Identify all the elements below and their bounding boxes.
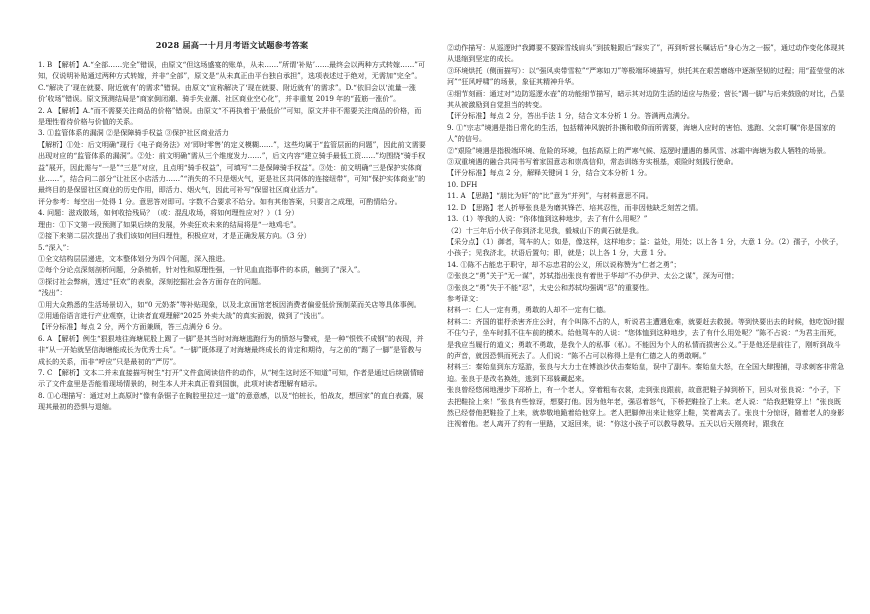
right-column-paragraph: 参考译文： (447, 293, 483, 303)
left-column-paragraph: 6. A 【解析】例生“狠狠地往海塘屁股上踢了一脚”是其当时对海塘逃跑行为的愤怒与警戒，是一种“恨铁不成钢”的表现，并非“从一开始就坚信海塘能成长为优秀士兵”。“一脚”既体现了对海塘最终成长的肯定和期待，与之前的“踢了一脚”是管教与成长的关系，而非“呼应”只是最初的“严厉”。 (38, 333, 424, 366)
left-column-paragraph: 7. C 【解析】文本二并未直接描写树生“打开”文件盒阅读信件的动作，从“树生这时还不知道”可知，作者是通过后续剧情暗示了文件盒里是否能看现场情景的，树生本人并未真正看到国旗，此项对读者理解有暗示。 (38, 367, 424, 389)
right-column-paragraph: 【评分标准】每点 2 分，答出手法 1 分，结合文本分析 1 分。答满两点满分。 (447, 111, 694, 121)
left-column-paragraph: 4. 问题：滋戏散场，如何收拾残局？（或：混乱收场，将如何理性应对？）（1 分） (38, 208, 299, 218)
left-column-paragraph: ①全文结构层层递进，文本整体划分为四个问题，深入推进。 (38, 253, 230, 263)
right-column-paragraph: ③双重境遇的融合共同书写着家国意志和崇高信仰，常态训练夯实根基，艰险时刻践行使命。 (447, 157, 738, 167)
left-column-paragraph: 3. ①监管体系的漏洞 ②是保障骑手权益 ③保护社区商业活力 (38, 128, 229, 138)
right-column-paragraph: 12. D 【思路】老人折辱张良是为磨其锋芒、培其忍性，而非因他缺乏刻苦之情。 (447, 202, 703, 212)
left-column-paragraph: 2. A 【解析】A.“而不需要关注商品的价格”错误。由原文“不再执着于‘最低价’”可知，原文并非不需要关注商品的价格，而是理性看待价格与价值的关系。 (38, 105, 422, 127)
left-column-paragraph: ②接下来第二层次提出了我们该如何回归理性，积极应对，才是正确发展方向。（3 分） (38, 231, 311, 241)
left-column-body (38, 59, 426, 413)
right-column-body (447, 42, 845, 430)
right-column-paragraph: ③张良之“勇”失于不能“忍”，太史公和苏轼均强调“忍”的重要性。 (447, 282, 654, 292)
left-column-paragraph: ③探讨社会弊病，透过“狂欢”的表象，深刻挖掘社会各方面存在的问题。 (38, 276, 266, 286)
page-title: 2028 届高一十月月考语文试题参考答案 (155, 40, 309, 50)
left-column-paragraph: 【评分标准】每点 2 分，两个方面兼顾，答三点满分 6 分。 (38, 322, 227, 332)
right-column-paragraph: 【评分标准】每点 2 分，解释关键词 1 分，结合文本分析 1 分。 (447, 168, 652, 178)
right-column-paragraph: 10. DFH (447, 179, 478, 189)
right-column-paragraph: ②张良之“勇”关于“无一谋”，苏轼指出张良有着世于华却“不办伊尹、太公之谋”，深为可惜； (447, 271, 739, 281)
right-column-paragraph: ②动作描写：从巡逻时“我蹲要不要踩雪线肩头”到拔鞋跟后“踩实了”，再到听营长嘱话后“身心为之一振”，通过动作变化体现其从退缩到坚定的成长。 (447, 43, 845, 64)
right-column-paragraph: 材料二：齐国的崔杼杀害齐庄公时，有个叫陈不占的人，听说君主遭遇危难，就要赶去救援。等到快要出去的时候，他吃饭时握不住勺子，坐车时抓不住车前的横木。给他驾车的人说：“您体恤到这种地步，去了有什么用处呢？”陈不占说：“为君主而死，是我应当履行的道义；勇敢不勇敢，是我个人的私事（私）。不能因为个人的私情而损害公义。”于是他还是前往了，刚听到战斗的声音，就因恐惧而死去了。人们说：“陈不占可以称得上是有仁德之人的勇敢啊。” (447, 316, 845, 360)
left-column-paragraph: ①用大众熟悉的生活场景切入，如“0 元奶茶”等补贴现象，以及北京面馆老板因消费者偏爱低价预制菜而关店等具体事例。 (38, 299, 421, 309)
right-column-paragraph: 【采分点】（1）御者，驾车的人；如是，像这样，这样地步；益：益处，用处；以上各 1 分，大意 1 分。（2）孺子，小伙子，小孩子；见我济北，状语后置句；即，就是；以上各 1 分，大意 1 分。 (447, 236, 843, 258)
left-column (38, 42, 426, 413)
right-column-paragraph: 材料一：仁人一定有勇，勇敢的人却不一定有仁德。 (447, 305, 611, 315)
right-column-paragraph: ②“艰险”境遇是指极端环境、危险的环境，包括高原上的严寒气候、巡逻时遭遇的暴风雪、冰霜中海塘为救人牺牲的场景。 (447, 145, 831, 155)
right-column-paragraph: 材料三：秦始皇到东方巡游，张良与大力士在博浪沙伏击秦始皇，误中了副车。秦始皇大怒，在全国大肆搜捕，寻求刺客非常急迫。张良于是改名换姓，逃到下邳躲藏起来。 (447, 362, 845, 383)
left-column-paragraph: ②每个分论点深刻剖析问题，分条梳析，针对性和原理性强，一针见血直指事件的本质，触到了“深入”。 (38, 265, 365, 275)
left-column-paragraph: 【解析】①处：后文明确“现行《电子商务法》对‘即时零售’的定义模糊……”，这些均属于“监管层面的问题”，因此前文需要出现对应的“监管体系的漏洞”。②处：前文明确“需从三个维度发力……”，后文内容“建立骑手最低工资……”均围绕“骑手权益”展开，因此需与“一是”“三是”对应，且点明“骑手权益”，可填写“二是保障骑手权益”。③处：前文明确“三是保护实体商业……”，结合问二部分“让社区小店活力……”“消失的不只是烟火气，更是社区共同体的连接纽带”，可知“保护实体商业”的最终目的是保留社区商业的历史作用，即活力、烟火气，因此可补写“保留社区商业活力”。 (38, 139, 426, 195)
right-column-paragraph: 13.（1）等我的人说：“你体恤到这种地步，去了有什么用呢？” (447, 214, 648, 224)
right-column-paragraph: 9. ①“宗志”境遇是指日常化的生活，包括精神风貌折扑撕和敬仰而所需要，海塘人应时的害怕、逃跑、父亲叮嘱“你是国家的人”的信号。 (447, 122, 836, 144)
right-column-paragraph: （2）十三年后小伙子你到济北见我，毅城山下的黄石就是我。 (447, 225, 644, 235)
right-column-paragraph: 张良曾经悠闲地漫步下邳桥上，有一个老人，穿着粗布衣裳，走到张良跟前，故意把鞋子掉到桥下，回头对张良说：“小子，下去把鞋捡上来！”张良有些惊讶，想要打他。因为他年老，强忍着怒气，下桥把鞋捡了上来。老人说：“给我把鞋穿上！”张良既然已经替他把鞋捡了上来，就恭敬地跪着给他穿上。老人把脚伸出来让他穿上鞋，笑着离去了。张良十分惊讶，随着老人的身影注视着他。老人离开了约有一里路，又返回来，说：“你这小孩子可以教导教导。五天以后天刚亮时，跟我在 (447, 385, 845, 429)
right-column-paragraph: ④细节刻画：通过对“边防巡逻水壶”的功能细节描写，暗示其对边防生活的适应与热爱；营长“踢一脚”与后来鼓励的对比，凸显其从被激励到自觉担当的转变。 (447, 88, 845, 110)
right-column-paragraph: ③环境烘托（侧面描写）：以“强风卖带雪粒”“严寒如刀”等极端环境描写，烘托其在艰苦磨练中逐渐坚韧的过程；用“蓝莹莹的冰河”“狂风呼啸”的场景，象征其精神升华。 (447, 65, 845, 87)
right-column-paragraph: 11. A 【思路】“朋比为奸”的“比”意为“并列”，与材料意思不同。 (447, 191, 653, 201)
left-column-paragraph: 8. ①心理描写：通过对上高原时“像有条锯子在胸腔里拉过一道”的意意感，以及“怕桩长，怕战友，想回家”的直白表露，展现其最初的恐惧与退缩。 (38, 390, 424, 412)
left-column-paragraph: 理由：①下文第一段预测了如果后续的发展，外卖狂欢未来的结局将是“一地鸡毛”。 (38, 219, 301, 229)
left-column-paragraph: 1. B 【解析】A.“全部……完全”错误，由原文“但这场盛宴的账单，从未……”所谓‘补贴’……最终会以两种方式转嫁……”可知，仅说明补贴通过两种方式转嫁，并非“全部”，原文是“从未真正由平台独自承担”，选项表述过于绝对，无需加“完全”。C.“解决了‘现在就要、附近就有’的需求”错误。由原文“宣称解决了‘现在就要、附近就有’的需求”。D.“依旧会以‘流量一涨价’收场”错误。原文预测结局是“商家倒闭潮、骑手失业潮、社区商业空心化”，并非重复 2019 年的“蓝筋一涨价”。 (38, 60, 426, 104)
left-column-paragraph: 5.“深入”： (38, 242, 74, 252)
left-column-paragraph: 评分参考：每空出一处得 1 分。意思答对即可。字数不合要求不给分。如有其他答案，只要言之成理，可酌情给分。 (38, 196, 402, 206)
right-column-paragraph: 14. ①陈不占能忠于职守，却不忘忠君的公义，所以说称赞为“仁者之勇”； (447, 259, 681, 269)
left-column-paragraph: “浅出”： (38, 288, 67, 298)
right-column (447, 42, 845, 430)
left-column-paragraph: ②用通俗语言进行产业观察，让读者直观理解“2025 外卖大战”的真实面貌，做到了“浅出”。 (38, 310, 329, 320)
